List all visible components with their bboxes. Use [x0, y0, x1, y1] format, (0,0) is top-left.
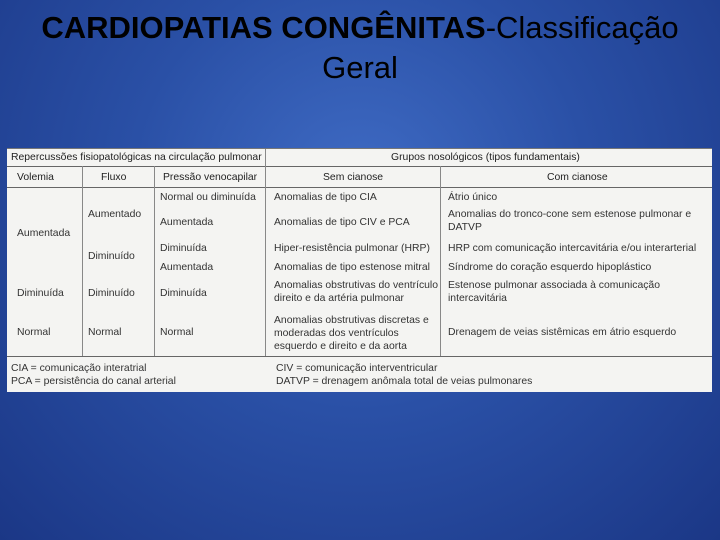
cell-pressao-diminuida-2: Diminuída	[160, 288, 207, 299]
footnote-cia: CIA = comunicação interatrial	[11, 363, 147, 374]
cell-fluxo-diminuido: Diminuído	[88, 251, 135, 262]
classification-table	[7, 148, 712, 392]
table-rule	[154, 166, 155, 356]
cell-volemia-normal: Normal	[17, 327, 51, 338]
cell-com-hrp: HRP com comunicação intercavitária e/ou interarterial	[448, 243, 697, 254]
group-header-left: Repercussões fisiopatológicas na circulação pulmonar	[11, 152, 262, 163]
column-header-fluxo: Fluxo	[101, 172, 127, 183]
cell-sem-cia: Anomalias de tipo CIA	[274, 192, 377, 203]
table-rule	[265, 149, 266, 356]
slide-title-line1	[0, 8, 720, 48]
cell-pressao-aumentada-2: Aumentada	[160, 262, 214, 273]
cell-fluxo-diminuido-2: Diminuído	[88, 288, 135, 299]
table-rule	[7, 356, 712, 357]
table-rule	[440, 166, 441, 356]
table-rule	[82, 166, 83, 356]
cell-pressao-aumentada: Aumentada	[160, 217, 214, 228]
cell-volemia-aumentada: Aumentada	[17, 228, 71, 239]
cell-pressao-normal: Normal	[160, 327, 194, 338]
cell-fluxo-aumentado: Aumentado	[88, 209, 142, 220]
cell-com-estenose-b: intercavitária	[448, 293, 507, 304]
footnote-civ: CIV = comunicação interventricular	[276, 363, 438, 374]
footnote-pca: PCA = persistência do canal arterial	[11, 376, 176, 387]
cell-sem-obstrutivas-2a: Anomalias obstrutivas discretas e	[274, 315, 429, 326]
cell-volemia-diminuida: Diminuída	[17, 288, 64, 299]
slide-title-bold: CARDIOPATIAS CONGÊNITAS	[41, 10, 486, 45]
cell-sem-estenose-mitral: Anomalias de tipo estenose mitral	[274, 262, 430, 273]
cell-sem-obstrutivas-1b: direito e da artéria pulmonar	[274, 293, 404, 304]
cell-com-atrio-unico: Átrio único	[448, 192, 498, 203]
table-rule	[7, 187, 712, 188]
column-header-pressao: Pressão venocapilar	[163, 172, 258, 183]
column-header-com-cianose: Com cianose	[547, 172, 608, 183]
cell-com-tronco-cone-a: Anomalias do tronco-cone sem estenose pulmonar e	[448, 209, 692, 220]
cell-sem-civ-pca: Anomalias de tipo CIV e PCA	[274, 217, 410, 228]
cell-com-tronco-cone-b: DATVP	[448, 222, 482, 233]
cell-pressao-diminuida: Diminuída	[160, 243, 207, 254]
cell-sem-obstrutivas-1a: Anomalias obstrutivas do ventrículo	[274, 280, 439, 291]
group-header-right: Grupos nosológicos (tipos fundamentais)	[391, 152, 580, 163]
table-rule	[7, 166, 712, 167]
column-header-sem-cianose: Sem cianose	[323, 172, 384, 183]
slide-title	[0, 8, 720, 88]
cell-com-drenagem: Drenagem de veias sistêmicas em átrio esquerdo	[448, 327, 677, 338]
cell-com-hipoplasico: Síndrome do coração esquerdo hipoplástico	[448, 262, 652, 273]
cell-sem-hrp: Hiper-resistência pulmonar (HRP)	[274, 243, 430, 254]
slide-title-rest: -Classificação	[485, 10, 679, 45]
footnote-datvp: DATVP = drenagem anômala total de veias pulmonares	[276, 376, 533, 387]
cell-com-estenose-a: Estenose pulmonar associada à comunicação	[448, 280, 660, 291]
cell-sem-obstrutivas-2c: esquerdo e direito e da aorta	[274, 341, 407, 352]
cell-sem-obstrutivas-2b: moderadas dos ventrículos	[274, 328, 399, 339]
column-header-volemia: Volemia	[17, 172, 54, 183]
slide-title-line2: Geral	[322, 50, 398, 85]
cell-fluxo-normal: Normal	[88, 327, 122, 338]
cell-pressao-normal-ou-diminuida: Normal ou diminuída	[160, 192, 256, 203]
